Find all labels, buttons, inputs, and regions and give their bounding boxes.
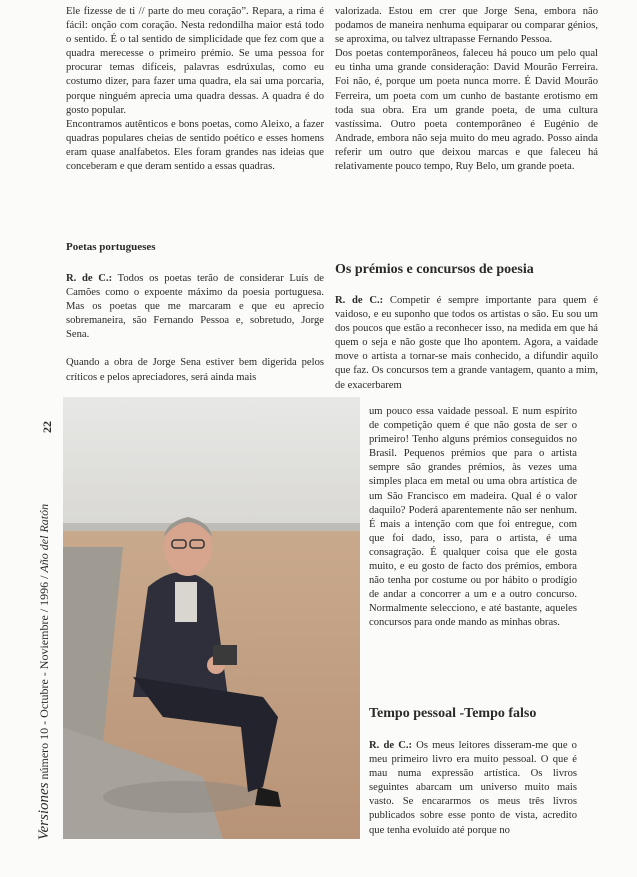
author-photo-illustration [63, 397, 360, 839]
left-column-intro [66, 5, 324, 174]
right-column-time [369, 739, 577, 838]
answer-text: Competir é sempre importante para quem é vaidoso, e eu suponho que todos os artistas o são. Eu sou um dos poucos que estão a reconhecer isso, na medida em que há quem o seja e não goste que lho apontem. Agora, a vaidade move o artista a tornar-se mais conhecido, a difundir aquilo que faz. Os concursos tem a grande vantagem, quanto a mim, de exacerbarem [335, 295, 598, 391]
answer-text: Todos os poetas terão de considerar Luís de Camões como o expoente máximo da poesia portuguesa. Mas os poetas que me marcaram e que eu aprecio sobremaneira, são Fernando Pessoa e, sobretudo, Jorge Sena. [66, 273, 324, 341]
answer-text: Os meus leitores disseram-me que o meu primeiro livro era muito pessoal. O que é mau numa expressão artística. Os livros seguintes abarcam um universo muito mais vasto. Se encararmos os meus três livros publicados sobre esse ponto de vista, acredito que tenha evoluído até porque no [369, 740, 577, 836]
right-column-intro [335, 5, 598, 174]
interview-answer [66, 272, 324, 342]
running-footer [33, 380, 55, 840]
journal-title: Versiones [36, 782, 52, 840]
interview-answer [369, 739, 577, 838]
speaker-label: R. de C.: [335, 295, 384, 306]
paragraph: um pouco essa vaidade pessoal. E num espírito de competição quem é que não gosta de ser o primeiro! Tenho alguns prémios conseguidos no Brasil. Pequenos prémios que para o artista sempre são grandes prémios, às vezes uma simples placa em metal ou uma obra artística de um São Francisco em madeira. Qual é o valor daquilo? Poderá aparentemente não ser nenhum. É mais a intenção com que foi entregue, com que foi dado, isso, para o artista, é uma consagração. É qualquer coisa que ele gosta muito, e eu gosto de facto dos prémios, embora não tenha por costume ou por hábito o prodígio de andar a concorrer a um e a outro concurso. Normalmente selecciono, e até bastante, aqueles concursos para onde mando as minhas obras. [369, 406, 577, 629]
paragraph: Quando a obra de Jorge Sena estiver bem digerida pelos críticos e pelos apreciadores, será ainda mais [66, 357, 324, 383]
issue-info: número 10 - Octubre - Noviembre / 1996 / [37, 572, 51, 783]
right-column-prizes-continued [369, 405, 577, 631]
section-heading-tempo: Tempo pessoal -Tempo falso [369, 706, 537, 721]
speaker-label: R. de C.: [66, 273, 113, 284]
paragraph: Dos poetas contemporâneos, faleceu há pouco um pelo qual eu tinha uma grande consideração: David Mourão Ferreira. Foi não, é, porque um poeta nunca morre. É David Mourão Ferreira, um poeta com um cunho de bastante erotismo em toda sua obra. Era um grande poeta, de uma cultura vastíssima. Outro poeta contemporâneo é Eugénio de Andrade, embora não seja muito do meu agrado. Posso ainda referir um outro que deixou marcas e que faleceu há relativamente pouco tempo, Ruy Belo, um grande poeta. [335, 48, 598, 173]
right-column-prizes [335, 294, 598, 393]
section-heading-poetas: Poetas portugueses [66, 241, 156, 253]
author-photo [63, 397, 360, 839]
section-heading-premios: Os prémios e concursos de poesia [335, 262, 534, 277]
paragraph: Ele fizesse de ti // parte do meu coração”. Repara, a rima é fácil: onção com coração. Nesta redondilha maior está todo o sentido. É o tal sentido de simplicidade que fez com que a quadra merecesse o primeiro prémio. Se uma pessoa for procurar temas difíceis, palavras esdrúxulas, como eu costumo dizer, para fazer uma quadra, ela sai uma porcaria, porque ninguém aprecia uma quadra dessas. A quadra é do gosto popular. [66, 6, 324, 116]
page-number: 22 [40, 421, 54, 433]
interview-answer [335, 294, 598, 393]
paragraph: valorizada. Estou em crer que Jorge Sena, embora não podamos de maneira nenhuma equiparar ou comparar génios, se aproxima, ou talvez ultrapasse Fernando Pessoa. [335, 6, 598, 46]
paragraph: Encontramos autênticos e bons poetas, como Aleixo, a fazer quadras populares cheias de sentido poético e esses homens eram quase analfabetos. Eles foram grandes nas ideias que conceberam e que deram sentido a essas quadras. [66, 118, 324, 173]
left-column-interview [66, 272, 324, 385]
publisher-name: Año del Ratón [37, 503, 51, 573]
speaker-label: R. de C.: [369, 740, 413, 751]
